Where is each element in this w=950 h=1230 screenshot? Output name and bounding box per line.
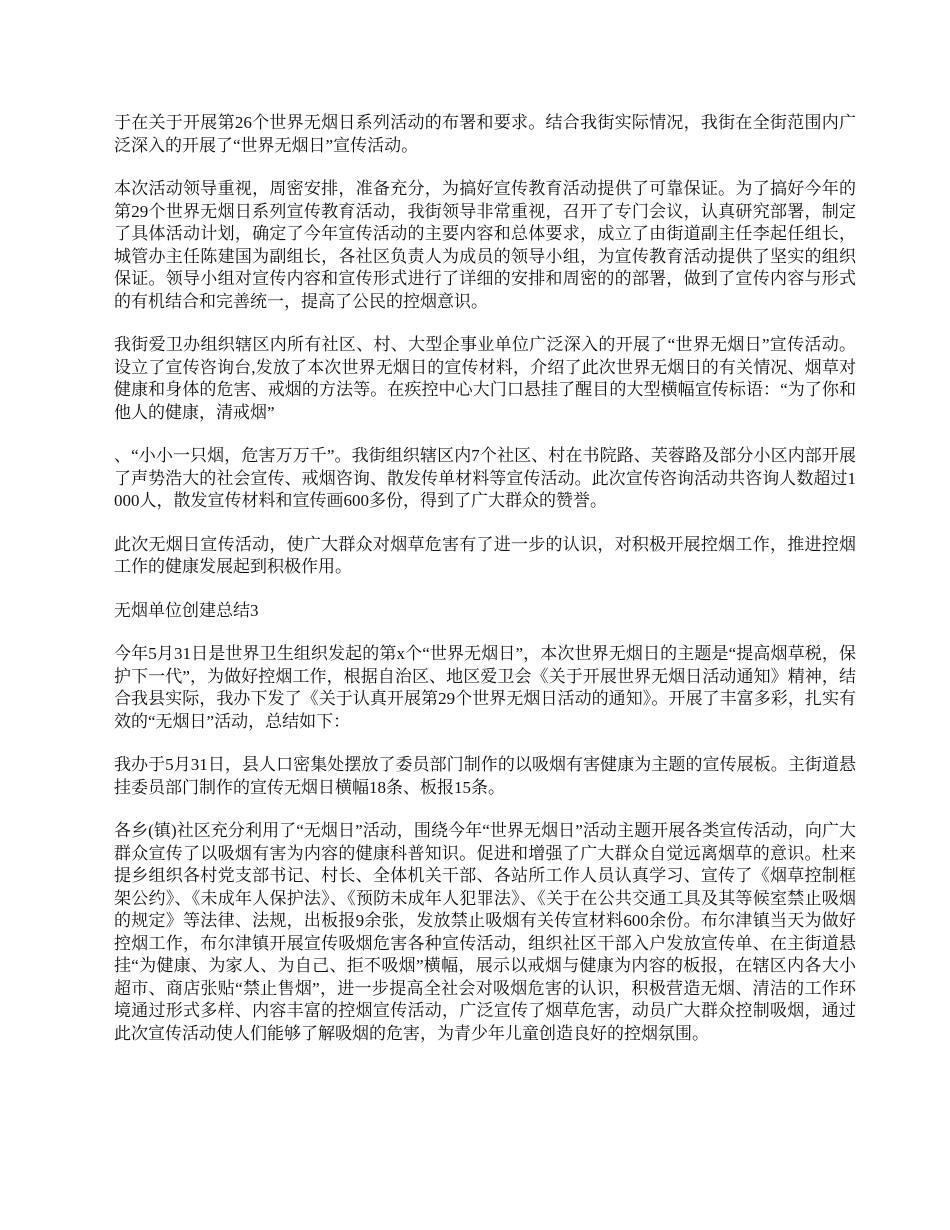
paragraph-intro: 于在关于开展第26个世界无烟日系列活动的布署和要求。结合我街实际情况，我街在全街范围内广泛深入的开展了“世界无烟日”宣传活动。 [114,113,856,155]
paragraph-displays: 我办于5月31日，县人口密集处摆放了委员部门制作的以吸烟有害健康为主题的宣传展板。主街道悬挂委员部门制作的宣传无烟日横幅18条、板报15条。 [114,755,856,797]
document-page [114,112,856,1066]
paragraph-slogans: 、“小小一只烟，危害万万千”。我街组织辖区内7个社区、村在书院路、芙蓉路及部分小区内部开展了声势浩大的社会宣传、戒烟咨询、散发传单材料等宣传活动。此次宣传咨询活动共咨询人数超过1000人，散发宣传材料和宣传画600多份，得到了广大群众的赞誉。 [114,446,856,510]
paragraph-effect: 此次无烟日宣传活动，使广大群众对烟草危害有了进一步的认识，对积极开展控烟工作，推进控烟工作的健康发展起到积极作用。 [114,534,856,576]
paragraph-leadership: 本次活动领导重视，周密安排，准备充分，为搞好宣传教育活动提供了可靠保证。为了搞好今年的第29个世界无烟日系列宣传教育活动，我街领导非常重视，召开了专门会议，认真研究部署，制定了具体活动计划，确定了今年宣传活动的主要内容和总体要求，成立了由街道副主任李起任组长，城管办主任陈建国为副组长，各社区负责人为成员的领导小组，为宣传教育活动提供了坚实的组织保证。领导小组对宣传内容和宣传形式进行了详细的安排和周密的的部署，做到了宣传内容与形式的有机结合和完善统一，提高了公民的控烟意识。 [114,179,856,311]
paragraph-theme: 今年5月31日是世界卫生组织发起的第x个“世界无烟日”，本次世界无烟日的主题是“提高烟草税，保护下一代”，为做好控烟工作，根据自治区、地区爱卫会《关于开展世界无烟日活动通知》精神，结合我县实际，我办下发了《关于认真开展第29个世界无烟日活动的通知》。开展了丰富多彩，扎实有效的“无烟日”活动，总结如下： [114,644,856,731]
paragraph-activities: 我街爱卫办组织辖区内所有社区、村、大型企事业单位广泛深入的开展了“世界无烟日”宣传活动。设立了宣传咨询台,发放了本次世界无烟日的宣传材料，介绍了此次世界无烟日的有关情况、烟草对健康和身体的危害、戒烟的方法等。在疾控中心大门口悬挂了醒目的大型横幅宣传标语：“为了你和他人的健康，清戒烟” [114,335,856,422]
section-heading: 无烟单位创建总结3 [114,600,259,620]
paragraph-townships: 各乡(镇)社区充分利用了“无烟日”活动，围绕今年“世界无烟日”活动主题开展各类宣传活动，向广大群众宣传了以吸烟有害为内容的健康科普知识。促进和增强了广大群众自觉远离烟草的意识。杜来提乡组织各村党支部书记、村长、全体机关干部、各站所工作人员认真学习、宣传了《烟草控制框架公约》、《未成年人保护法》、《预防未成年人犯罪法》、《关于在公共交通工具及其等候室禁止吸烟的规定》等法律、法规，出板报9余张，发放禁止吸烟有关传宣材料600余份。布尔津镇当天为做好控烟工作，布尔津镇开展宣传吸烟危害各种宣传活动，组织社区干部入户发放宣传单、在主街道悬挂“为健康、为家人、为自己、拒不吸烟”横幅，展示以戒烟与健康为内容的板报，在辖区内各大小超市、商店张贴“禁止售烟”，进一步提高全社会对吸烟危害的认识，积极营造无烟、清洁的工作环境通过形式多样、内容丰富的控烟宣传活动，广泛宣传了烟草危害，动员广大群众控制吸烟，通过此次宣传活动使人们能够了解吸烟的危害，为青少年儿童创造良好的控烟氛围。 [114,821,856,1043]
